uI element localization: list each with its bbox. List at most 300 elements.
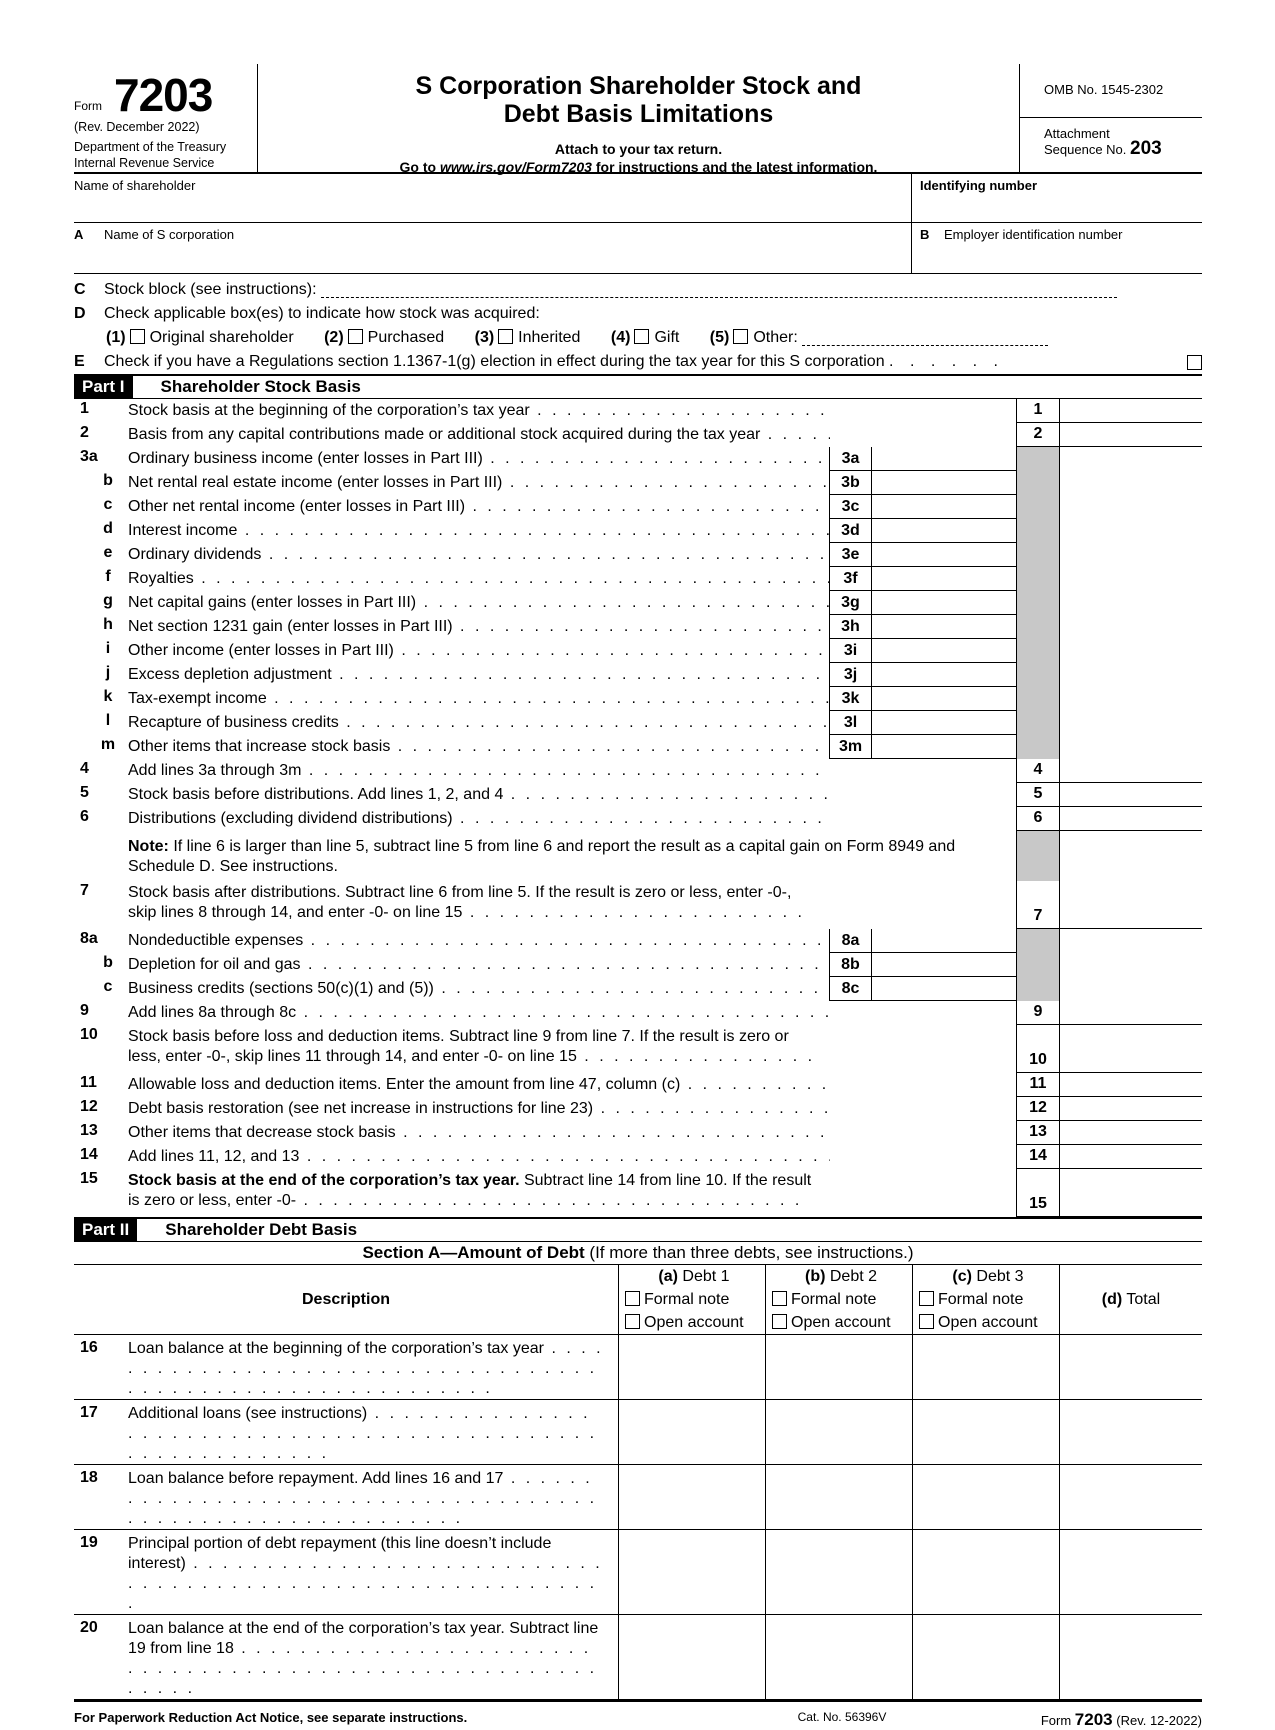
line-description: [128, 929, 829, 953]
inner-box-label: 3m: [830, 735, 872, 759]
line-d-letter: D: [74, 305, 86, 322]
total-amount-input[interactable]: [1060, 1615, 1203, 1700]
inherited-checkbox[interactable]: [498, 329, 513, 344]
inner-box-label: 3c: [830, 495, 872, 519]
inner-entry: [830, 423, 1016, 447]
line-row: [74, 519, 1202, 543]
sequence-label: Sequence No.: [1044, 142, 1127, 157]
inner-entry: [829, 953, 1016, 977]
blank-column: [1060, 687, 1202, 711]
open-account-label: Open account: [644, 1314, 744, 1331]
inner-entry: [830, 759, 1016, 783]
line-description-text: Depletion for oil and gas: [128, 956, 301, 973]
identifying-number-field[interactable]: [911, 174, 1202, 222]
debt-2-formal-note-checkbox[interactable]: [772, 1291, 787, 1306]
shareholder-name-field[interactable]: [74, 174, 911, 222]
shaded-box: [1016, 519, 1060, 543]
total-amount-input[interactable]: [1060, 1335, 1203, 1400]
inner-amount-input[interactable]: [872, 543, 1016, 567]
line-number: k: [103, 688, 113, 705]
total-header: [1060, 1265, 1203, 1335]
amount-input[interactable]: [1060, 759, 1202, 783]
catalog-number: Cat. No. 56396V: [797, 1710, 887, 1724]
line-row: [74, 735, 1202, 759]
line-description: [128, 1465, 619, 1530]
box-label: 6: [1016, 807, 1060, 831]
line-number: 2: [80, 424, 89, 441]
debt-2-amount-input[interactable]: [766, 1400, 913, 1465]
line-description-text: Ordinary dividends: [128, 546, 262, 563]
line-description-text: Business credits (sections 50(c)(1) and (5)): [128, 980, 434, 997]
sequence-line: [1044, 138, 1202, 159]
form-word: Form: [74, 99, 102, 113]
inner-box-label: 3l: [830, 711, 872, 735]
option-4-label: Gift: [654, 329, 680, 346]
inner-box-label: 3k: [830, 687, 872, 711]
amount-input[interactable]: [1060, 1145, 1202, 1169]
line-row: [74, 471, 1202, 495]
shaded-box: [1016, 953, 1060, 977]
blank-column: [1060, 471, 1202, 495]
option-3-number: (3): [474, 329, 495, 346]
debt-table: [74, 1265, 1202, 1700]
total-amount-input[interactable]: [1060, 1465, 1203, 1530]
inner-entry: [829, 519, 1016, 543]
line-number: 14: [80, 1146, 98, 1163]
stock-block-input[interactable]: [321, 281, 1117, 298]
line-description-text: Tax-exempt income: [128, 690, 267, 707]
form-header: [74, 64, 1202, 174]
formal-note-label: Formal note: [791, 1291, 877, 1308]
department-label: Department of the Treasury: [74, 140, 227, 154]
debt-3-title: [917, 1265, 1059, 1288]
inner-entry: [829, 471, 1016, 495]
shaded-box: [1016, 639, 1060, 663]
goto-prefix: Go to: [399, 159, 440, 175]
debt-row: [74, 1465, 1202, 1530]
line-description: [128, 735, 829, 759]
debt-1-amount-input[interactable]: [619, 1335, 766, 1400]
form-7203-page: [74, 64, 1202, 1730]
line-description: [128, 567, 829, 591]
note-spacer: [74, 831, 128, 881]
line-description: [128, 519, 829, 543]
inner-box-label: 8a: [830, 929, 872, 953]
line-description-text: Loan balance at the end of the corporation’s tax year. Subtract line 19 from line 18: [128, 1620, 599, 1657]
shaded-box: [1016, 831, 1060, 881]
line-number: 5: [80, 784, 89, 801]
attachment-sequence: [1020, 118, 1202, 157]
leader-dots: [390, 738, 829, 755]
blank-column: [1060, 953, 1202, 977]
line-description: [128, 1530, 619, 1615]
line-number: j: [105, 664, 111, 681]
option-3-label: Inherited: [518, 329, 581, 346]
inner-box-label: 8b: [830, 953, 872, 977]
inner-entry: [830, 1073, 1016, 1097]
leader-dots: [332, 666, 829, 683]
box-label: 5: [1016, 783, 1060, 807]
line-d: [74, 302, 1202, 326]
debt-1-amount-input[interactable]: [619, 1400, 766, 1465]
form-title-block: [258, 64, 1019, 175]
part-2-header: [74, 1217, 1202, 1242]
formal-note-label: Formal note: [644, 1291, 730, 1308]
line-description-text: Principal portion of debt repayment (this line doesn’t include interest): [128, 1535, 552, 1572]
amount-input[interactable]: [1060, 881, 1202, 929]
amount-input[interactable]: [1060, 423, 1202, 447]
line-number: 20: [74, 1615, 128, 1700]
inner-amount-input[interactable]: [872, 519, 1016, 543]
line-description: [128, 495, 829, 519]
line-description: [128, 591, 829, 615]
shaded-box: [1016, 591, 1060, 615]
s-corporation-name-field[interactable]: [74, 223, 911, 273]
debt-rows: [74, 1335, 1202, 1700]
line-description-text: Recapture of business credits: [128, 714, 339, 731]
inner-amount-input[interactable]: [872, 977, 1016, 1001]
line-description-text: Royalties: [128, 570, 194, 587]
form-id-block: [74, 64, 258, 172]
line-description: [128, 687, 829, 711]
line-row: [74, 759, 1202, 783]
option-2-number: (2): [324, 329, 344, 346]
debt-3-amount-input[interactable]: [913, 1400, 1060, 1465]
box-label: 4: [1016, 759, 1060, 783]
inner-entry: [830, 399, 1016, 423]
blank-column: [1060, 519, 1202, 543]
line-description: [128, 1145, 830, 1169]
inner-amount-input[interactable]: [872, 591, 1016, 615]
blank-column: [1060, 639, 1202, 663]
debt-3-open-account-checkbox[interactable]: [919, 1314, 934, 1329]
amount-input[interactable]: [1060, 1169, 1202, 1217]
inner-entry: [829, 447, 1016, 471]
box-label: 15: [1016, 1169, 1060, 1217]
leader-dots: [301, 762, 830, 779]
inner-amount-input[interactable]: [872, 495, 1016, 519]
amount-input[interactable]: [1060, 399, 1202, 423]
line-description-text: Subtract line 14 from line 10. If the result is zero or less, enter -0-: [128, 1172, 812, 1209]
line-description: [128, 1400, 619, 1465]
line-description: [128, 1615, 619, 1700]
inner-entry: [829, 687, 1016, 711]
box-label: 7: [1016, 881, 1060, 929]
box-label: 10: [1016, 1025, 1060, 1073]
line-description-text: Interest income: [128, 522, 238, 539]
inner-amount-input[interactable]: [872, 639, 1016, 663]
inner-amount-input[interactable]: [872, 735, 1016, 759]
line-number: h: [103, 616, 113, 633]
part-1-title: Shareholder Stock Basis: [160, 377, 361, 396]
leader-dots: [296, 1004, 830, 1021]
inner-box-label: 3h: [830, 615, 872, 639]
debt-row: [74, 1615, 1202, 1700]
line-description-text: Stock basis at the beginning of the corporation’s tax year: [128, 402, 530, 419]
leader-dots: [301, 956, 829, 973]
total-amount-input[interactable]: [1060, 1400, 1203, 1465]
amount-input[interactable]: [1060, 807, 1202, 831]
debt-1-letter: (a): [658, 1268, 678, 1285]
acquisition-label: Check applicable box(es) to indicate how stock was acquired:: [104, 305, 540, 322]
line-description: [128, 711, 829, 735]
debt-2-amount-input[interactable]: [766, 1530, 913, 1615]
irs-label: Internal Revenue Service: [74, 156, 215, 170]
debt-2-header: [766, 1265, 913, 1335]
line-row: [74, 687, 1202, 711]
blank-column: [1060, 543, 1202, 567]
note-body: If line 6 is larger than line 5, subtract line 5 from line 6 and report the result as a capital gain on Form 8949 and Schedule D. See instructions.: [128, 838, 956, 875]
line-row: [74, 447, 1202, 471]
line-row: [74, 1001, 1202, 1025]
inner-entry: [830, 1025, 1016, 1073]
inner-amount-input[interactable]: [872, 615, 1016, 639]
box-label: 1: [1016, 399, 1060, 423]
inner-amount-input[interactable]: [872, 471, 1016, 495]
line-number: f: [105, 568, 111, 585]
leader-dots: [502, 474, 829, 491]
debt-3-header: [913, 1265, 1060, 1335]
inner-entry: [830, 881, 1016, 929]
line-description-text: Loan balance before repayment. Add lines 16 and 17: [128, 1470, 504, 1487]
line-number: 16: [74, 1335, 128, 1400]
line-description: [128, 423, 830, 447]
debt-2-amount-input[interactable]: [766, 1465, 913, 1530]
line-row: [74, 711, 1202, 735]
line-number: b: [103, 954, 113, 971]
line-description: [128, 447, 829, 471]
line-row: [74, 953, 1202, 977]
inner-entry: [829, 639, 1016, 663]
line-description: [128, 977, 829, 1001]
line-number: 3a: [80, 448, 98, 465]
gift-checkbox[interactable]: [634, 329, 649, 344]
inner-amount-input[interactable]: [872, 447, 1016, 471]
inner-box-label: 3d: [830, 519, 872, 543]
debt-3-formal-note-checkbox[interactable]: [919, 1291, 934, 1306]
footer-form-id: [1022, 1710, 1202, 1730]
line-description-text: Loan balance at the beginning of the corporation’s tax year: [128, 1340, 544, 1357]
leader-dots: [453, 810, 830, 827]
leader-dots: [303, 932, 829, 949]
line-description-text: Allowable loss and deduction items. Enter the amount from line 47, column (c): [128, 1076, 681, 1093]
part-2-label: Part II: [74, 1219, 137, 1241]
inner-box-label: 8c: [830, 977, 872, 1001]
sequence-number: 203: [1130, 138, 1162, 159]
blank-column: [1060, 447, 1202, 471]
inner-entry: [830, 1121, 1016, 1145]
title-line-2: Debt Basis Limitations: [503, 100, 774, 128]
amount-input[interactable]: [1060, 1073, 1202, 1097]
debt-3-formal: [917, 1288, 1059, 1311]
omb-block: [1019, 64, 1202, 172]
debt-1-formal: [623, 1288, 765, 1311]
option-1-number: (1): [106, 329, 126, 346]
debt-1-label: Debt 1: [677, 1268, 730, 1285]
election-checkbox[interactable]: [1187, 355, 1202, 370]
omb-number: OMB No. 1545-2302: [1020, 64, 1202, 118]
inner-entry: [829, 735, 1016, 759]
purchased-checkbox[interactable]: [348, 329, 363, 344]
debt-2-open-account-checkbox[interactable]: [772, 1314, 787, 1329]
inner-amount-input[interactable]: [872, 953, 1016, 977]
inner-amount-input[interactable]: [872, 687, 1016, 711]
inner-box-label: 3j: [830, 663, 872, 687]
line-row: [74, 977, 1202, 1001]
original-shareholder-checkbox[interactable]: [130, 329, 145, 344]
section-a-note: (If more than three debts, see instructions.): [584, 1243, 914, 1262]
inner-entry: [829, 567, 1016, 591]
line-number: 13: [80, 1122, 98, 1139]
leader-dots: [434, 980, 829, 997]
shaded-box: [1016, 977, 1060, 1001]
blank-column: [1060, 735, 1202, 759]
debt-2-amount-input[interactable]: [766, 1615, 913, 1700]
debt-1-amount-input[interactable]: [619, 1530, 766, 1615]
leader-dots: [261, 546, 829, 563]
debt-1-title: [623, 1265, 765, 1288]
inner-entry: [829, 495, 1016, 519]
title-line-1: S Corporation Shareholder Stock and: [415, 72, 862, 100]
debt-row: [74, 1400, 1202, 1465]
line-description: [128, 953, 829, 977]
line-number: 17: [74, 1400, 128, 1465]
line-row: [74, 783, 1202, 807]
debt-1-formal-note-checkbox[interactable]: [625, 1291, 640, 1306]
debt-3-amount-input[interactable]: [913, 1465, 1060, 1530]
inner-amount-input[interactable]: [872, 711, 1016, 735]
line-number: 11: [80, 1074, 97, 1091]
line-row: [74, 423, 1202, 447]
debt-2-formal: [770, 1288, 912, 1311]
line-row: [74, 1121, 1202, 1145]
attach-instruction: Attach to your tax return.: [554, 141, 723, 157]
other-checkbox[interactable]: [733, 329, 748, 344]
debt-1-amount-input[interactable]: [619, 1465, 766, 1530]
line-description: [128, 881, 830, 929]
identifying-number-label: Identifying number: [920, 178, 1037, 193]
inner-box-label: 3f: [830, 567, 872, 591]
shareholder-name-row: [74, 174, 1202, 223]
line-description: [128, 1025, 830, 1073]
total-amount-input[interactable]: [1060, 1530, 1203, 1615]
other-input[interactable]: [802, 329, 1048, 346]
line-description-text: Stock basis after distributions. Subtract line 6 from line 5. If the result is zero or less, enter -0-, skip lines 8 through 14, and enter -0- on line 15: [128, 884, 792, 921]
line-row: [74, 399, 1202, 423]
inner-amount-input[interactable]: [872, 663, 1016, 687]
part-1-lines: [74, 399, 1202, 1217]
line-number: 7: [80, 882, 89, 899]
line-e: [74, 350, 1202, 374]
leader-dots: [394, 642, 829, 659]
revision-date: (Rev. December 2022): [74, 120, 200, 134]
leader-dots: [593, 1100, 830, 1117]
line-a-letter: A: [74, 227, 84, 242]
stock-block-label: Stock block (see instructions):: [104, 281, 317, 298]
amount-input[interactable]: [1060, 1097, 1202, 1121]
line-row: [74, 1097, 1202, 1121]
shaded-box: [1016, 711, 1060, 735]
debt-1-open: [623, 1311, 765, 1334]
inner-amount-input[interactable]: [872, 567, 1016, 591]
blank-column: [1060, 711, 1202, 735]
agency-block: [74, 139, 226, 171]
inner-amount-input[interactable]: [872, 929, 1016, 953]
section-a-header: [74, 1242, 1202, 1265]
amount-input[interactable]: [1060, 1025, 1202, 1073]
blank-column: [1060, 929, 1202, 953]
ein-field[interactable]: [911, 223, 1202, 273]
line-number: d: [103, 520, 113, 537]
debt-3-amount-input[interactable]: [913, 1530, 1060, 1615]
line-description: [128, 543, 829, 567]
line-description-text: Other net rental income (enter losses in Part III): [128, 498, 466, 515]
line-row: [74, 567, 1202, 591]
line-row: [74, 807, 1202, 831]
line-description: [128, 1097, 830, 1121]
line-description-text: Additional loans (see instructions): [128, 1405, 368, 1422]
line-description-text: Add lines 3a through 3m: [128, 762, 302, 779]
line-description: [128, 1073, 830, 1097]
line-number: b: [103, 472, 113, 489]
amount-input[interactable]: [1060, 783, 1202, 807]
debt-3-amount-input[interactable]: [913, 1335, 1060, 1400]
line-number: 15: [80, 1170, 98, 1187]
debt-2-letter: (b): [804, 1268, 826, 1285]
line-number: m: [100, 736, 116, 753]
line-description: [128, 759, 830, 783]
inner-entry: [829, 591, 1016, 615]
debt-1-open-account-checkbox[interactable]: [625, 1314, 640, 1329]
ein-label: Employer identification number: [944, 227, 1123, 242]
note-row: [74, 831, 1202, 881]
leader-dots: [760, 426, 830, 443]
debt-3-open: [917, 1311, 1059, 1334]
part-1-label: Part I: [74, 376, 133, 398]
line-b-letter: B: [920, 227, 930, 242]
debt-1-header: [619, 1265, 766, 1335]
box-label: 9: [1016, 1001, 1060, 1025]
option-4-number: (4): [610, 329, 631, 346]
inner-entry: [829, 929, 1016, 953]
footer-revision: (Rev. 12-2022): [1116, 1713, 1202, 1728]
shaded-box: [1016, 471, 1060, 495]
footer-form-number: 7203: [1074, 1710, 1113, 1729]
line-description: [128, 1001, 830, 1025]
debt-3-amount-input[interactable]: [913, 1615, 1060, 1700]
leader-dots: [299, 1148, 830, 1165]
amount-input[interactable]: [1060, 1001, 1202, 1025]
line-row: [74, 663, 1202, 687]
option-5-number: (5): [709, 329, 730, 346]
amount-input[interactable]: [1060, 1121, 1202, 1145]
debt-2-amount-input[interactable]: [766, 1335, 913, 1400]
line-description: [128, 399, 830, 423]
line-row: [74, 591, 1202, 615]
election-label: Check if you have a Regulations section 1.1367-1(g) election in effect during the tax year for this S corporation: [104, 353, 885, 370]
blank-column: [1060, 977, 1202, 1001]
leader-dots: [483, 450, 829, 467]
line-row: [74, 1169, 1202, 1217]
line-description-text: Add lines 8a through 8c: [128, 1004, 297, 1021]
inner-entry: [830, 1169, 1016, 1217]
line-number: 19: [74, 1530, 128, 1615]
shaded-box: [1016, 615, 1060, 639]
blank-column: [1060, 591, 1202, 615]
debt-1-amount-input[interactable]: [619, 1615, 766, 1700]
line-row: [74, 1025, 1202, 1073]
line-number: c: [103, 978, 113, 995]
